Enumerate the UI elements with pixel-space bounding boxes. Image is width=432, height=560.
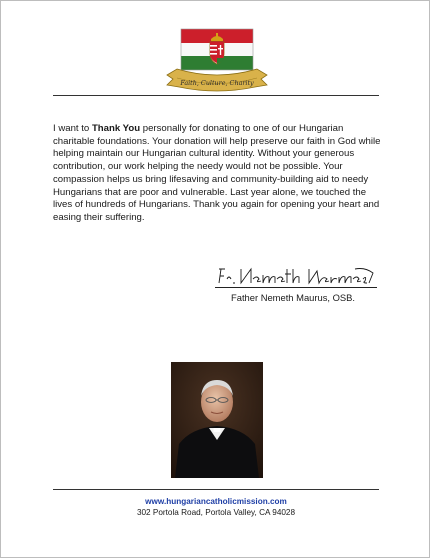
header-divider xyxy=(53,95,379,96)
mailing-address: 302 Portola Road, Portola Valley, CA 94028 xyxy=(136,508,296,517)
handwritten-signature xyxy=(215,265,377,287)
letter-body xyxy=(53,123,383,225)
signature-line xyxy=(215,287,377,288)
letter-text: personally for donating to one of our Hungarian charitable foundations. Your donation will help preserve our faith in God while helping maintain our Hungarian cultural identity. Without your generous contribution, our work helping the needy would not be possible. Your compassion helps us bring lifesaving and community-building aid to needy Hungarians that are poor and vulnerable. Last year alone, we touched the lives of hundreds of Hungarians. Thank you again for opening your heart and easing their suffering. xyxy=(53,123,381,223)
footer-divider xyxy=(53,489,379,490)
signer-name: Father Nemeth Maurus, OSB. xyxy=(231,292,356,303)
website-link[interactable]: www.hungariancatholicmission.com xyxy=(145,497,287,506)
letter-intro: I want to xyxy=(53,123,92,134)
emblem-motto: Faith, Culture, Charity xyxy=(180,79,254,87)
thank-you-emphasis: Thank You xyxy=(91,123,141,134)
priest-portrait-photo xyxy=(171,362,263,478)
hungarian-flag-emblem xyxy=(161,23,273,95)
